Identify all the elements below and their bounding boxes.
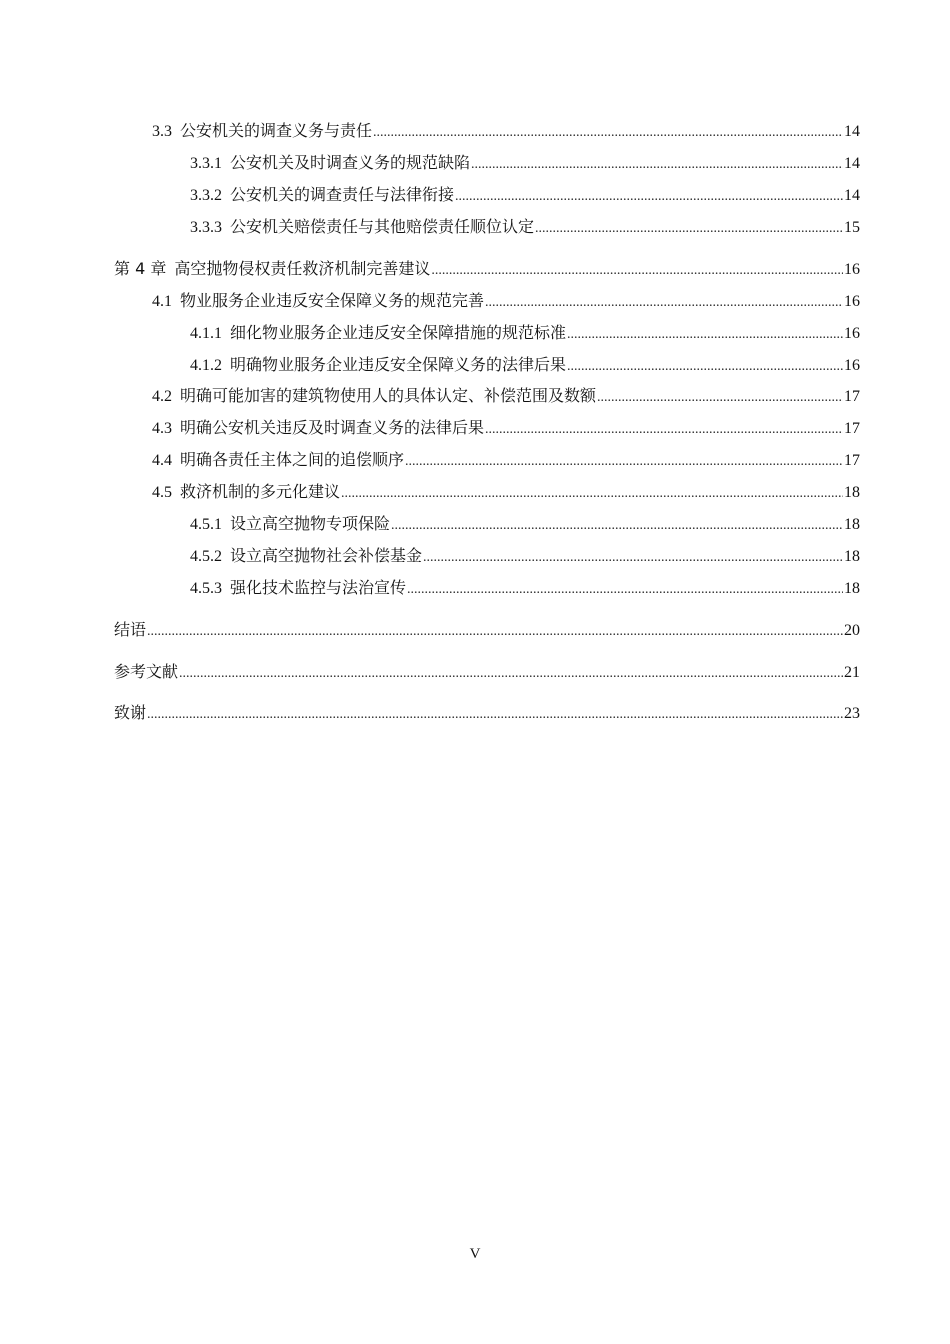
toc-entry[interactable] [152,384,860,408]
toc-dot-leader [485,418,843,442]
toc-entry-page: 23 [844,705,860,722]
toc-entry[interactable] [152,119,860,143]
toc-entry-conclusion[interactable] [114,618,860,642]
toc-entry[interactable] [190,353,860,377]
toc-dot-leader [423,546,843,570]
toc-entry-title: 结语 [114,620,147,639]
toc-entry-page: 16 [844,293,860,310]
toc-entry-page: 17 [844,452,860,469]
toc-dot-leader [485,291,843,315]
toc-dot-leader [391,514,843,538]
toc-entry-acknowledgements[interactable] [114,701,860,725]
toc-entry-number: 4.1.1 [190,325,222,342]
toc-entry[interactable] [152,448,860,472]
toc-entry-page: 20 [844,622,860,639]
page-number-footer: V [469,1246,481,1262]
toc-dot-leader [373,121,843,145]
toc-entry-page: 16 [844,325,860,342]
toc-entry-number: 3.3 [152,123,172,140]
toc-entry[interactable] [190,321,860,345]
toc-entry-page: 18 [844,516,860,533]
toc-entry-page: 17 [844,388,860,405]
toc-entry[interactable] [190,151,860,175]
toc-entry-number: 4.3 [152,420,172,437]
toc-entry-page: 18 [844,484,860,501]
toc-dot-leader [147,620,843,644]
toc-entry-chapter[interactable] [114,257,860,281]
toc-dot-leader [431,259,843,283]
toc-entry[interactable] [190,183,860,207]
toc-dot-leader [407,578,843,602]
toc-entry-number: 第 4 章 [114,259,167,278]
toc-dot-leader [597,386,843,410]
toc-dot-leader [535,217,843,241]
toc-entry-title: 公安机关的调查义务与责任 [180,121,373,140]
toc-entry-number: 4.5.2 [190,548,222,565]
toc-entry[interactable] [152,480,860,504]
toc-entry-title: 公安机关及时调查义务的规范缺陷 [230,153,471,172]
toc-entry-title: 设立高空抛物社会补偿基金 [230,546,423,565]
toc-entry-references[interactable] [114,660,860,684]
toc-entry-title: 高空抛物侵权责任救济机制完善建议 [174,259,431,278]
toc-entry-page: 15 [844,219,860,236]
toc-dot-leader [405,450,843,474]
toc-entry-title: 细化物业服务企业违反安全保障措施的规范标准 [230,323,567,342]
toc-entry-number: 4.5 [152,484,172,501]
toc-entry[interactable] [190,544,860,568]
toc-entry-title: 设立高空抛物专项保险 [230,514,391,533]
toc-entry-title: 明确可能加害的建筑物使用人的具体认定、补偿范围及数额 [180,386,597,405]
toc-entry[interactable] [152,289,860,313]
toc-entry-page: 17 [844,420,860,437]
toc-entry-number: 3.3.2 [190,187,222,204]
toc-entry-page: 18 [844,580,860,597]
toc-entry[interactable] [190,215,860,239]
toc-entry-title: 参考文献 [114,662,179,681]
toc-entry-page: 14 [844,123,860,140]
toc-entry-number: 4.2 [152,388,172,405]
toc-entry-number: 3.3.3 [190,219,222,236]
toc-entry-number: 3.3.1 [190,155,222,172]
toc-entry-title: 救济机制的多元化建议 [180,482,341,501]
toc-entry-title: 明确物业服务企业违反安全保障义务的法律后果 [230,355,567,374]
toc-entry-title: 明确各责任主体之间的追偿顺序 [180,450,405,469]
toc-dot-leader [341,482,843,506]
toc-dot-leader [471,153,843,177]
toc-entry[interactable] [152,416,860,440]
toc-entry-number: 4.1.2 [190,357,222,374]
toc-entry-page: 14 [844,155,860,172]
toc-entry[interactable] [190,512,860,536]
toc-dot-leader [567,355,843,379]
toc-entry-number: 4.4 [152,452,172,469]
toc-entry-page: 16 [844,357,860,374]
toc-entry-title: 公安机关的调查责任与法律衔接 [230,185,455,204]
toc-entry-page: 21 [844,664,860,681]
toc-entry-page: 18 [844,548,860,565]
toc-entry-title: 明确公安机关违反及时调查义务的法律后果 [180,418,485,437]
toc-entry-number: 4.1 [152,293,172,310]
toc-entry[interactable] [190,576,860,600]
toc-entry-number: 4.5.3 [190,580,222,597]
toc-entry-title: 致谢 [114,703,147,722]
toc-entry-page: 16 [844,261,860,278]
toc-dot-leader [179,662,843,686]
toc-entry-title: 物业服务企业违反安全保障义务的规范完善 [180,291,485,310]
toc-entry-title: 强化技术监控与法治宣传 [230,578,407,597]
toc-entry-title: 公安机关赔偿责任与其他赔偿责任顺位认定 [230,217,535,236]
toc-entry-number: 4.5.1 [190,516,222,533]
toc-entry-page: 14 [844,187,860,204]
toc-dot-leader [455,185,843,209]
toc-dot-leader [567,323,843,347]
toc-dot-leader [147,703,843,727]
